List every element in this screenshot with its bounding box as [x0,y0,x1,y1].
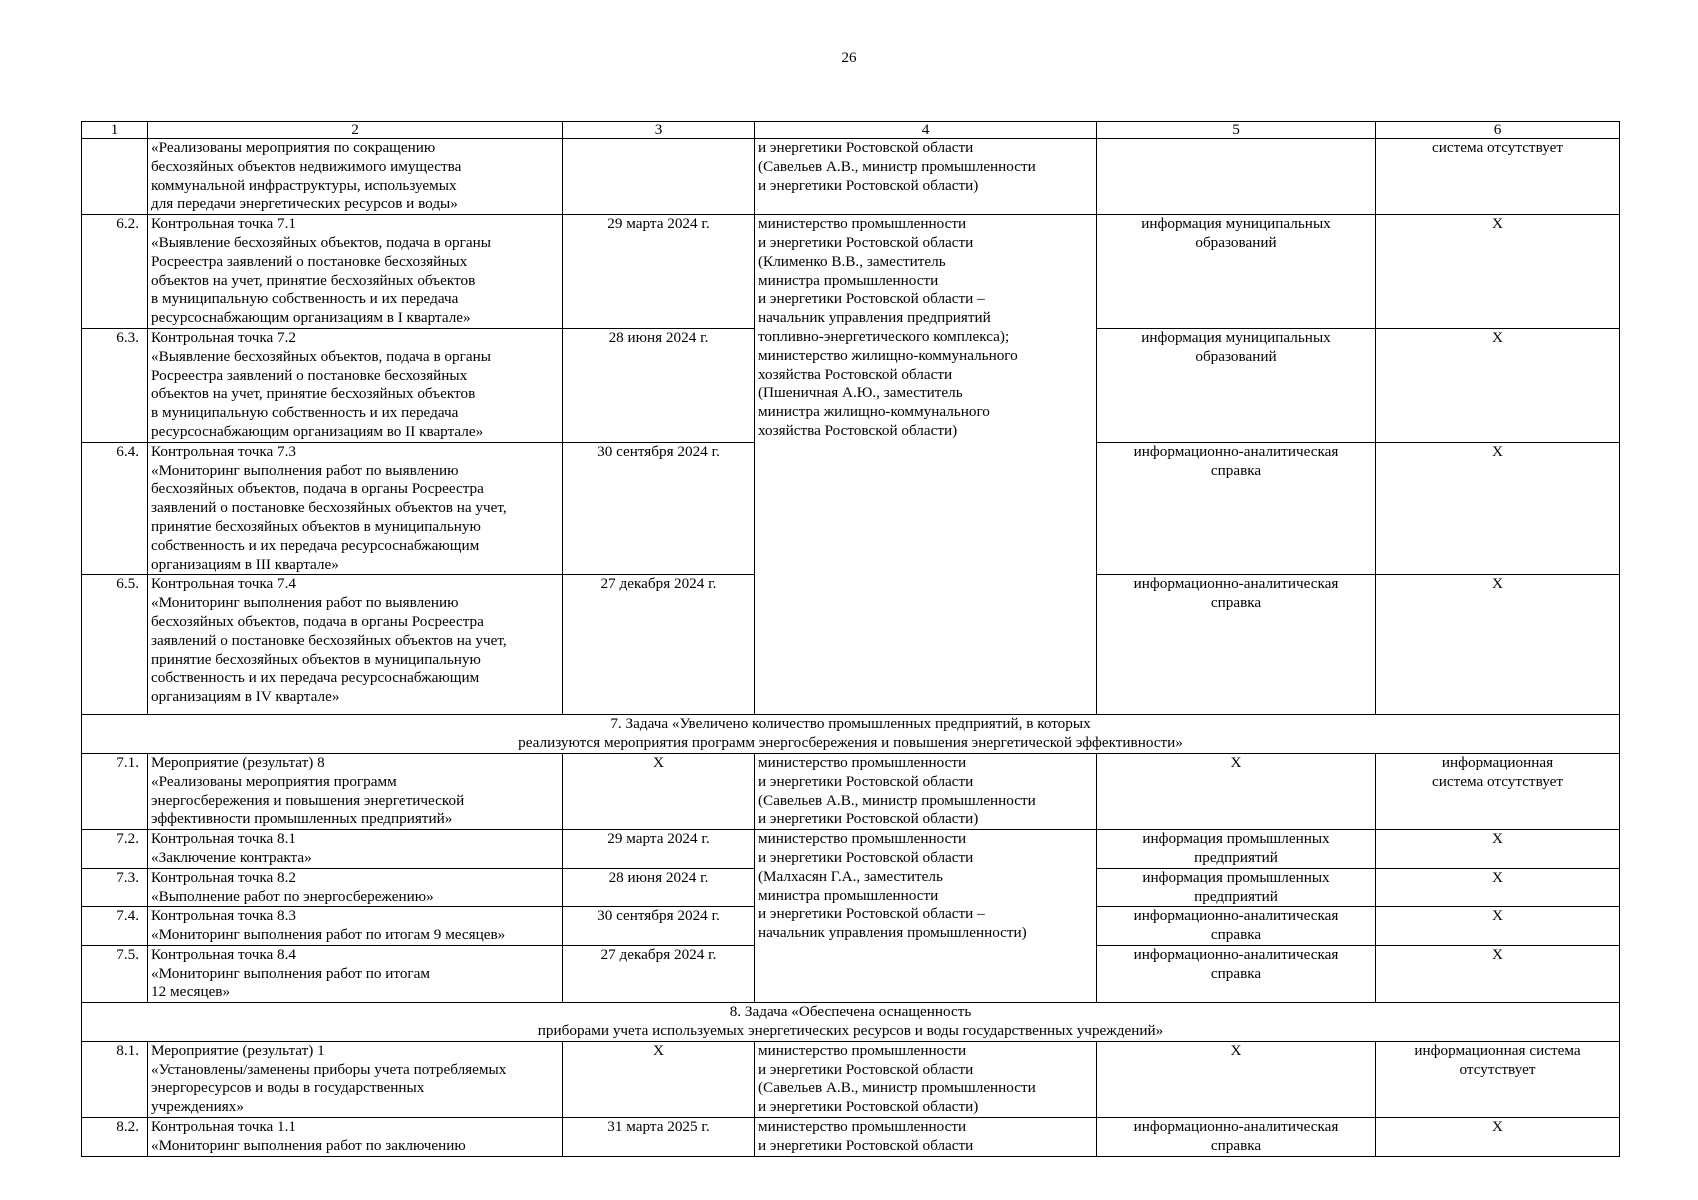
row-number: 8.1. [82,1041,148,1117]
column-number: 1 [82,122,148,139]
document-cell: информационно-аналитическая справка [1097,575,1376,715]
document-cell: информационно-аналитическая справка [1097,1118,1376,1157]
deadline-cell: 30 сентября 2024 г. [563,907,755,946]
document-cell: информация муниципальных образований [1097,328,1376,442]
measure-cell: Контрольная точка 8.3 «Мониторинг выполнения работ по итогам 9 месяцев» [148,907,563,946]
deadline-cell [563,139,755,215]
task-heading: 8. Задача «Обеспечена оснащенность приборами учета используемых энергетических ресурсов и воды государственных учреждений» [82,1003,1620,1042]
document-cell: Х [1097,753,1376,829]
table-row [82,1041,1620,1117]
row-number: 8.2. [82,1118,148,1157]
info-system-cell: Х [1376,328,1620,442]
row-number: 6.5. [82,575,148,715]
table-row [82,830,1620,869]
measure-cell: Контрольная точка 1.1 «Мониторинг выполнения работ по заключению [148,1118,563,1157]
document-cell: информационно-аналитическая справка [1097,907,1376,946]
deadline-cell: 27 декабря 2024 г. [563,575,755,715]
document-cell: информационно-аналитическая справка [1097,945,1376,1002]
measure-cell: Контрольная точка 7.4 «Мониторинг выполнения работ по выявлению бесхозяйных объектов, подача в органы Росреестра заявлений о постановке бесхозяйных объектов на учет, принятие бесхозяйных объектов в муниципальную собственность и их передача ресурсоснабжающим организациям в IV квартале» [148,575,563,715]
measure-cell: Контрольная точка 7.1 «Выявление бесхозяйных объектов, подача в органы Росреестра заявлений о постановке бесхозяйных объектов на учет, принятие бесхозяйных объектов в муниципальную собственность и их передача ресурсоснабжающим организациям в I квартале» [148,215,563,329]
measures-table [81,121,1620,1157]
responsible-cell: министерство промышленности и энергетики Ростовской области (Савельев А.В., министр промышленности и энергетики Ростовской области) [755,753,1097,829]
measure-cell: Контрольная точка 8.1 «Заключение контракта» [148,830,563,869]
info-system-cell: Х [1376,442,1620,575]
measure-cell: Контрольная точка 7.2 «Выявление бесхозяйных объектов, подача в органы Росреестра заявлений о постановке бесхозяйных объектов на учет, принятие бесхозяйных объектов в муниципальную собственность и их передача ресурсоснабжающим организациям во II квартале» [148,328,563,442]
row-number: 6.4. [82,442,148,575]
document-cell: информация промышленных предприятий [1097,830,1376,869]
column-number: 2 [148,122,563,139]
responsible-cell: министерство промышленности и энергетики Ростовской области (Савельев А.В., министр промышленности и энергетики Ростовской области) [755,1041,1097,1117]
row-number: 7.1. [82,753,148,829]
row-number: 7.3. [82,868,148,907]
info-system-cell: система отсутствует [1376,139,1620,215]
measure-cell: «Реализованы мероприятия по сокращению бесхозяйных объектов недвижимого имущества коммунальной инфраструктуры, используемых для передачи энергетических ресурсов и воды» [148,139,563,215]
row-number: 7.5. [82,945,148,1002]
deadline-cell: Х [563,753,755,829]
document-cell: информация муниципальных образований [1097,215,1376,329]
column-number: 6 [1376,122,1620,139]
info-system-cell: информационная система отсутствует [1376,753,1620,829]
responsible-cell: министерство промышленности и энергетики Ростовской области [755,1118,1097,1157]
info-system-cell: Х [1376,830,1620,869]
info-system-cell: Х [1376,1118,1620,1157]
task-heading: 7. Задача «Увеличено количество промышленных предприятий, в которых реализуются мероприятия программ энергосбережения и повышения энергетической эффективности» [82,715,1620,754]
deadline-cell: 30 сентября 2024 г. [563,442,755,575]
document-cell: Х [1097,1041,1376,1117]
deadline-cell: 27 декабря 2024 г. [563,945,755,1002]
column-number: 5 [1097,122,1376,139]
info-system-cell: Х [1376,868,1620,907]
row-number: 7.2. [82,830,148,869]
measure-cell: Контрольная точка 8.2 «Выполнение работ по энергосбережению» [148,868,563,907]
table-row [82,139,1620,215]
measure-cell: Мероприятие (результат) 8 «Реализованы мероприятия программ энергосбережения и повышения энергетической эффективности промышленных предприятий» [148,753,563,829]
task-row [82,1003,1620,1042]
column-number: 4 [755,122,1097,139]
info-system-cell: информационная система отсутствует [1376,1041,1620,1117]
measure-cell: Мероприятие (результат) 1 «Установлены/заменены приборы учета потребляемых энергоресурсов и воды в государственных учреждениях» [148,1041,563,1117]
deadline-cell: 28 июня 2024 г. [563,868,755,907]
table-row [82,1118,1620,1157]
info-system-cell: Х [1376,945,1620,1002]
row-number: 7.4. [82,907,148,946]
deadline-cell: 29 марта 2024 г. [563,830,755,869]
table-row [82,753,1620,829]
document-cell: информация промышленных предприятий [1097,868,1376,907]
row-number: 6.2. [82,215,148,329]
page-number: 26 [841,50,857,66]
measure-cell: Контрольная точка 8.4 «Мониторинг выполнения работ по итогам 12 месяцев» [148,945,563,1002]
info-system-cell: Х [1376,907,1620,946]
task-row [82,715,1620,754]
deadline-cell: 28 июня 2024 г. [563,328,755,442]
table-row [82,215,1620,329]
document-cell [1097,139,1376,215]
info-system-cell: Х [1376,215,1620,329]
measure-cell: Контрольная точка 7.3 «Мониторинг выполнения работ по выявлению бесхозяйных объектов, подача в органы Росреестра заявлений о постановке бесхозяйных объектов на учет, принятие бесхозяйных объектов в муниципальную собственность и их передача ресурсоснабжающим организациям в III квартале» [148,442,563,575]
info-system-cell: Х [1376,575,1620,715]
responsible-cell: и энергетики Ростовской области (Савельев А.В., министр промышленности и энергетики Ростовской области) [755,139,1097,215]
column-number: 3 [563,122,755,139]
row-number: 6.3. [82,328,148,442]
deadline-cell: 29 марта 2024 г. [563,215,755,329]
row-number [82,139,148,215]
column-numbers-row [82,122,1620,139]
document-cell: информационно-аналитическая справка [1097,442,1376,575]
responsible-cell: министерство промышленности и энергетики Ростовской области (Малхасян Г.А., заместитель министра промышленности и энергетики Ростовской области – начальник управления промышленности) [755,830,1097,1003]
responsible-cell: министерство промышленности и энергетики Ростовской области (Клименко В.В., заместитель министра промышленности и энергетики Ростовской области – начальник управления предприятий топливно-энергетического комплекса); министерство жилищно-коммунального хозяйства Ростовской области (Пшеничная А.Ю., заместитель министра жилищно-коммунального хозяйства Ростовской области) [755,215,1097,715]
deadline-cell: Х [563,1041,755,1117]
deadline-cell: 31 марта 2025 г. [563,1118,755,1157]
